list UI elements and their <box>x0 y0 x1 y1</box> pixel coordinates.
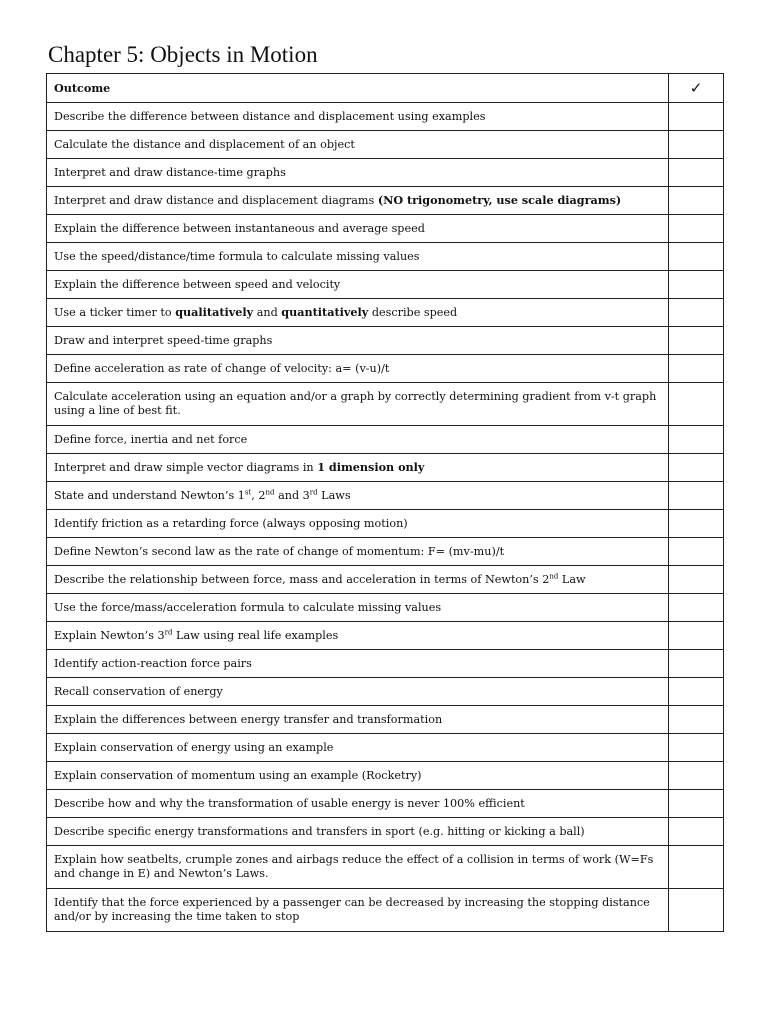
outcome-row <box>47 846 724 889</box>
checkbox-cell[interactable] <box>669 622 724 650</box>
checkbox-cell[interactable] <box>669 355 724 383</box>
emphasis-text: 1 dimension only <box>317 460 425 474</box>
outcome-row <box>47 622 724 650</box>
checkbox-cell[interactable] <box>669 159 724 187</box>
checkbox-cell[interactable] <box>669 454 724 482</box>
outcome-text <box>47 818 669 846</box>
outcome-text <box>47 383 669 426</box>
text-segment: Describe how and why the transformation of usable energy is never 100% efficient <box>54 796 525 810</box>
emphasis-text: (NO trigonometry, use scale diagrams) <box>377 193 622 207</box>
text-segment: Use the force/mass/acceleration formula to calculate missing values <box>54 600 442 614</box>
outcome-text <box>47 566 669 594</box>
checkbox-cell[interactable] <box>669 818 724 846</box>
outcome-text <box>47 103 669 131</box>
checkbox-cell[interactable] <box>669 271 724 299</box>
text-segment: Explain Newton’s 3 <box>54 628 165 642</box>
outcome-row <box>47 131 724 159</box>
checkbox-cell[interactable] <box>669 510 724 538</box>
ordinal-suffix: nd <box>265 487 275 496</box>
outcome-row <box>47 327 724 355</box>
ordinal-suffix: st <box>244 487 252 496</box>
outcome-row <box>47 299 724 327</box>
page-title: Chapter 5: Objects in Motion <box>48 42 318 67</box>
outcome-text <box>47 159 669 187</box>
outcome-row <box>47 454 724 482</box>
outcome-text <box>47 594 669 622</box>
text-segment: Identify action-reaction force pairs <box>54 656 252 670</box>
outcome-row <box>47 159 724 187</box>
outcome-row <box>47 734 724 762</box>
checkbox-cell[interactable] <box>669 299 724 327</box>
checkbox-cell[interactable] <box>669 762 724 790</box>
outcome-row <box>47 271 724 299</box>
text-segment: Draw and interpret speed-time graphs <box>54 333 273 347</box>
outcome-text <box>47 510 669 538</box>
outcome-row <box>47 706 724 734</box>
outcome-text <box>47 215 669 243</box>
checkbox-cell[interactable] <box>669 678 724 706</box>
outcome-row <box>47 482 724 510</box>
text-segment: Identify friction as a retarding force (always opposing motion) <box>54 516 408 530</box>
checkbox-cell[interactable] <box>669 383 724 426</box>
checkbox-cell[interactable] <box>669 889 724 932</box>
checkbox-cell[interactable] <box>669 243 724 271</box>
outcome-text <box>47 846 669 889</box>
ordinal-suffix: rd <box>309 487 318 496</box>
text-segment: Explain conservation of momentum using an example (Rocketry) <box>54 768 422 782</box>
text-segment: describe speed <box>368 306 458 319</box>
outcome-text <box>47 678 669 706</box>
text-segment: Describe the difference between distance and displacement using examples <box>54 109 486 123</box>
outcome-text <box>47 187 669 215</box>
text-segment: Explain conservation of energy using an example <box>54 740 334 754</box>
outcome-text <box>47 734 669 762</box>
text-segment: Explain the difference between speed and velocity <box>54 277 341 291</box>
text-segment: and 3 <box>274 488 310 502</box>
checkbox-cell[interactable] <box>669 706 724 734</box>
text-segment: State and understand Newton’s 1 <box>54 488 245 502</box>
checkbox-cell[interactable] <box>669 734 724 762</box>
outcomes-table-body <box>47 74 724 932</box>
checkbox-cell[interactable] <box>669 215 724 243</box>
checkbox-cell[interactable] <box>669 790 724 818</box>
outcome-text <box>47 622 669 650</box>
emphasis-text: quantitatively <box>281 305 369 319</box>
checkbox-cell[interactable] <box>669 846 724 889</box>
text-segment: Describe the relationship between force, mass and acceleration in terms of Newton’s 2 <box>54 572 550 586</box>
checkbox-cell[interactable] <box>669 187 724 215</box>
checkbox-cell[interactable] <box>669 103 724 131</box>
outcome-text <box>47 538 669 566</box>
text-segment: Describe specific energy transformations and transfers in sport (e.g. hitting or kicking a ball) <box>54 824 585 838</box>
outcome-row <box>47 818 724 846</box>
text-segment: Calculate the distance and displacement of an object <box>54 137 355 151</box>
outcome-row <box>47 678 724 706</box>
outcome-row <box>47 566 724 594</box>
ordinal-suffix: rd <box>164 627 173 636</box>
outcome-text <box>47 762 669 790</box>
emphasis-text: qualitatively <box>175 305 254 319</box>
outcome-row <box>47 594 724 622</box>
outcome-row <box>47 790 724 818</box>
outcome-text <box>47 889 669 932</box>
outcome-row <box>47 383 724 426</box>
outcome-text <box>47 327 669 355</box>
text-segment: Calculate acceleration using an equation and/or a graph by correctly determining gradient from v-t graph using a line of best fit. <box>54 390 657 417</box>
outcome-row <box>47 510 724 538</box>
text-segment: Interpret and draw distance and displacement diagrams <box>54 194 378 207</box>
checkbox-cell[interactable] <box>669 131 724 159</box>
text-segment: Explain how seatbelts, crumple zones and airbags reduce the effect of a collision in terms of work (W=Fs and change in E) and Newton’s Laws. <box>54 853 654 880</box>
text-segment: Laws <box>317 488 351 502</box>
checkbox-cell[interactable] <box>669 594 724 622</box>
outcome-text <box>47 355 669 383</box>
outcome-row <box>47 426 724 454</box>
checkbox-cell[interactable] <box>669 327 724 355</box>
text-segment: Use the speed/distance/time formula to calculate missing values <box>54 249 420 263</box>
text-segment: Law <box>558 572 586 586</box>
text-segment: and <box>253 306 282 319</box>
outcome-row <box>47 889 724 932</box>
text-segment: Law using real life examples <box>172 628 339 642</box>
text-segment: Recall conservation of energy <box>54 684 223 698</box>
text-segment: Define force, inertia and net force <box>54 432 248 446</box>
outcome-column-header: Outcome <box>47 74 669 103</box>
outcomes-table <box>46 73 724 932</box>
check-column-header: ✓ <box>669 74 724 103</box>
checkbox-cell[interactable] <box>669 426 724 454</box>
ordinal-suffix: nd <box>549 571 559 580</box>
outcome-text <box>47 706 669 734</box>
outcome-text <box>47 131 669 159</box>
text-segment: Interpret and draw simple vector diagrams in <box>54 461 318 474</box>
text-segment: Use a ticker timer to <box>54 306 176 319</box>
outcome-row <box>47 215 724 243</box>
outcome-row <box>47 538 724 566</box>
checkbox-cell[interactable] <box>669 566 724 594</box>
outcome-text <box>47 243 669 271</box>
text-segment: Identify that the force experienced by a passenger can be decreased by increasing the stopping distance and/or by increasing the time taken to stop <box>54 896 650 923</box>
text-segment: Interpret and draw distance-time graphs <box>54 165 286 179</box>
outcome-row <box>47 103 724 131</box>
outcome-text <box>47 650 669 678</box>
outcome-text <box>47 426 669 454</box>
outcome-text <box>47 454 669 482</box>
outcome-row <box>47 187 724 215</box>
text-segment: , 2 <box>251 488 266 502</box>
outcome-text <box>47 271 669 299</box>
outcome-text <box>47 482 669 510</box>
outcome-row <box>47 650 724 678</box>
outcome-row <box>47 762 724 790</box>
text-segment: Define acceleration as rate of change of velocity: a= (v-u)/t <box>54 361 390 375</box>
outcome-text <box>47 790 669 818</box>
checkbox-cell[interactable] <box>669 538 724 566</box>
outcome-row <box>47 243 724 271</box>
outcome-text <box>47 299 669 327</box>
text-segment: Define Newton’s second law as the rate of change of momentum: F= (mv-mu)/t <box>54 544 505 558</box>
table-header-row <box>47 74 724 103</box>
outcome-row <box>47 355 724 383</box>
checkbox-cell[interactable] <box>669 650 724 678</box>
text-segment: Explain the differences between energy transfer and transformation <box>54 712 443 726</box>
text-segment: Explain the difference between instantaneous and average speed <box>54 221 425 235</box>
checkbox-cell[interactable] <box>669 482 724 510</box>
